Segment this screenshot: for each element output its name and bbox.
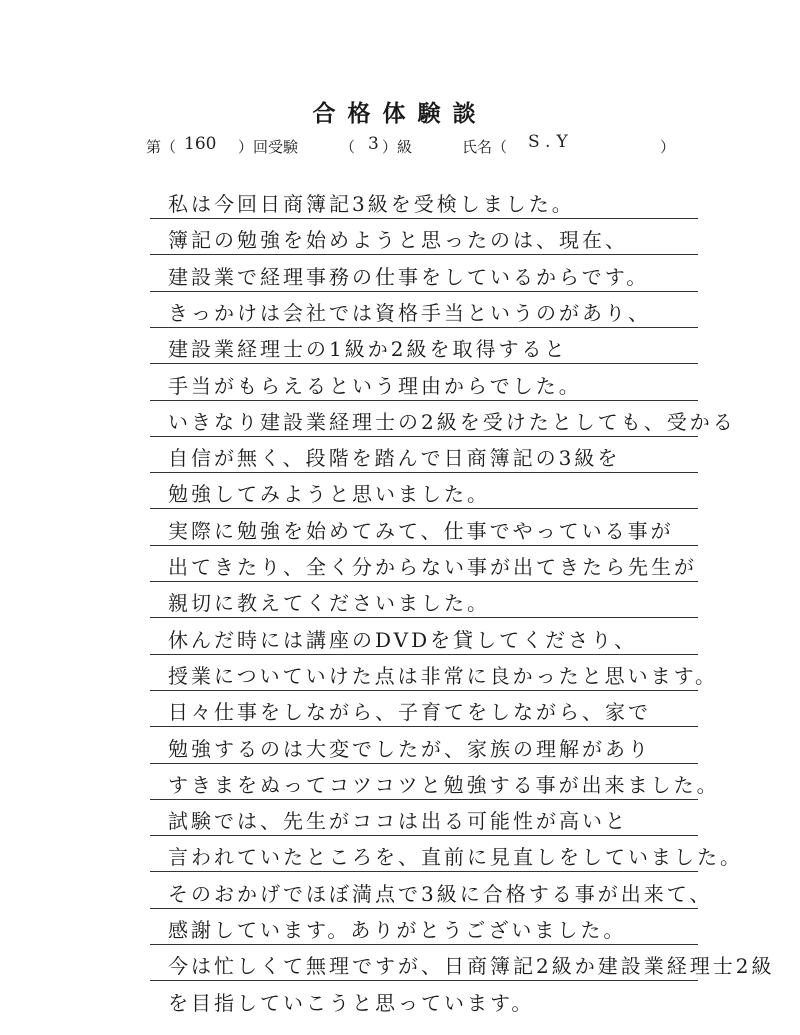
ruled-line [150,871,698,872]
handwritten-line: 親切に教えてくださいました。 [168,591,490,616]
handwritten-line: きっかけは会社では資格手当というのがあり、 [168,300,651,325]
ruled-line [150,291,698,292]
ruled-line [150,218,698,219]
page-title: 合格体験談 [312,101,488,127]
name-prefix: 氏名（ [462,138,508,156]
handwritten-line: 今は忙しくて無理ですが、日商簿記2級か建設業経理士2級 [168,954,775,979]
ruled-line [150,799,698,800]
exam-round-value: 160 [184,134,217,154]
grade-close: ）級 [382,138,413,156]
handwritten-line: 手当がもらえるという理由からでした。 [168,373,582,398]
ruled-line [150,545,698,546]
ruled-line [150,400,698,401]
ruled-line [150,436,698,437]
ruled-line [150,980,698,981]
handwritten-line: を目指していこうと思っています。 [168,990,535,1015]
ruled-line [150,508,698,509]
name-value: S.Y [528,132,574,152]
round-suffix: ）回受験 [238,138,299,156]
ruled-line [150,581,698,582]
handwritten-line: 感謝しています。ありがとうございました。 [168,918,627,942]
exam-info-row [0,132,800,158]
handwritten-line: 言われていたところを、直前に見直しをしていました。 [168,845,743,870]
ruled-line [150,726,698,727]
round-prefix: 第（ [146,138,177,156]
handwritten-line: 建設業経理士の1級か2級を取得すると [168,337,568,362]
handwritten-line: 自信が無く、段階を踏んで日商簿記の3級を [168,446,621,471]
ruled-line [150,690,698,691]
name-close: ） [660,138,676,156]
ruled-line [150,835,698,836]
handwritten-line: 出てきたり、全く分からない事が出てきたら先生が [168,555,697,579]
ruled-line [150,327,698,328]
grade-open: （ [340,138,356,156]
handwritten-line: いきなり建設業経理士の2級を受けたとしても、受かる [168,409,736,434]
ruled-line [150,617,698,618]
handwritten-line: 勉強するのは大変でしたが、家族の理解があり [168,736,651,761]
grade-value: 3 [368,134,379,154]
handwritten-line: 実際に勉強を始めてみて、仕事でやっている事が [168,518,674,543]
ruled-line [150,654,698,655]
ruled-line [150,763,698,764]
handwritten-line: 授業についていけた点は非常に良かったと思います。 [168,663,718,688]
handwritten-line: そのおかげでほぼ満点で3級に合格する事が出来て、 [168,881,713,906]
ruled-line [150,908,698,909]
ruled-line [150,363,698,364]
handwritten-line: 簿記の勉強を始めようと思ったのは、現在、 [168,228,628,253]
handwritten-line: 勉強してみようと思いました。 [168,482,490,507]
handwritten-line: 日々仕事をしながら、子育てをしながら、家で [168,700,651,725]
handwritten-line: 私は今回日商簿記3級を受検しました。 [168,192,575,216]
handwritten-line: 試験では、先生がココは出る可能性が高いと [168,809,628,834]
handwritten-line: すきまをぬってコツコツと勉強する事が出来ました。 [168,772,720,797]
handwritten-line: 建設業で経理事務の仕事をしているからです。 [168,264,650,289]
handwritten-line: 休んだ時には講座のDVDを貸してくださり、 [168,627,638,652]
ruled-line [150,472,698,473]
ruled-line [150,254,698,255]
ruled-line [150,944,698,945]
